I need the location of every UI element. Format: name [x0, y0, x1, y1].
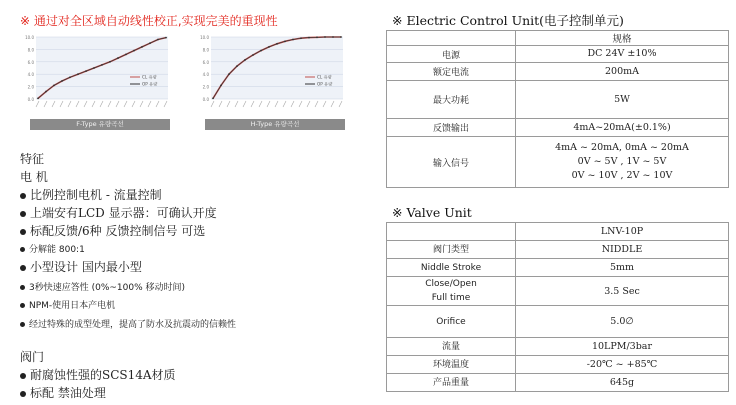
- spec-value-cell: [516, 46, 729, 63]
- headline: ※ 通过对全区域自动线性校正,实现完美的重现性: [20, 14, 278, 28]
- spec-value-cell: 5mm: [516, 259, 729, 277]
- y-tick-label: 4.0: [202, 72, 209, 78]
- table-row: [387, 259, 729, 277]
- ecu-section-title: ※ Electric Control Unit(电子控制单元): [392, 13, 624, 28]
- spec-key-cell: 输入信号: [387, 137, 516, 188]
- spec-key-cell: 产品重量: [387, 374, 516, 392]
- valve-feature-text: 耐腐蚀性强的SCS14A材质: [30, 368, 176, 382]
- spec-value-line: 0V ~ 10V , 2V ~ 10V: [571, 170, 673, 181]
- spec-value-cell: NIDDLE: [516, 241, 729, 259]
- data-point: [117, 57, 119, 59]
- data-point: [157, 39, 159, 41]
- x-tick-label-mark: [84, 101, 87, 107]
- f-type-chart-caption: F-Type 유량곡선: [30, 119, 170, 130]
- x-tick-label-mark: [211, 101, 214, 107]
- x-tick-label-mark: [108, 101, 111, 107]
- table-header-row: [387, 31, 729, 46]
- x-tick-label-mark: [164, 101, 167, 107]
- data-point: [244, 59, 246, 61]
- motor-feature-item: [20, 186, 162, 204]
- x-tick-label-mark: [124, 101, 127, 107]
- x-tick-label-mark: [68, 101, 71, 107]
- x-tick-label-mark: [331, 101, 334, 107]
- table-row: [387, 46, 729, 63]
- header-cell: LNV-10P: [516, 223, 729, 241]
- x-tick-label-mark: [156, 101, 159, 107]
- valve-feature-text: 标配 禁油处理: [30, 386, 106, 400]
- motor-feature-text: 上端安有LCD 显示器：可确认开度: [30, 206, 217, 220]
- spec-value-cell: [516, 137, 729, 188]
- table-row: [387, 374, 729, 392]
- y-tick-label: 6.0: [27, 59, 34, 65]
- motor-title: 电 机: [20, 170, 48, 184]
- motor-feature-item: [20, 222, 205, 240]
- motor-feature-item: [20, 258, 142, 276]
- x-tick-label-mark: [76, 101, 79, 107]
- data-point: [236, 65, 238, 67]
- x-tick-label-mark: [323, 101, 326, 107]
- data-point: [268, 46, 270, 48]
- spec-key-cell: 阀门类型: [387, 241, 516, 259]
- bullet-icon: [20, 322, 25, 327]
- spec-key-cell: Close/Open Full time: [387, 277, 516, 306]
- bullet-icon: [20, 211, 26, 217]
- motor-feature-text: 标配反馈/6种 反馈控制信号 可选: [30, 224, 206, 238]
- motor-feature-item: [20, 297, 115, 315]
- motor-feature-text: NPM-使用日本产电机: [29, 301, 116, 311]
- header-cell: 规格: [516, 31, 729, 46]
- data-point: [101, 64, 103, 66]
- x-tick-label-mark: [267, 101, 270, 107]
- motor-feature-text: 小型设计 国内最小型: [30, 260, 142, 274]
- spec-value-cell: 645g: [516, 374, 729, 392]
- spec-value-line: 5W: [614, 93, 630, 105]
- x-tick-label-mark: [44, 101, 47, 107]
- spec-key-cell: 反馈输出: [387, 119, 516, 137]
- bullet-icon: [20, 265, 26, 271]
- bullet-icon: [20, 193, 26, 199]
- table-row: [387, 306, 729, 338]
- bullet-icon: [20, 303, 25, 308]
- y-tick-label: 4.0: [27, 72, 34, 78]
- motor-feature-item: [20, 279, 185, 297]
- y-tick-label: 6.0: [202, 59, 209, 65]
- header-cell: [387, 223, 516, 241]
- x-tick-label-mark: [275, 101, 278, 107]
- table-header-row: [387, 223, 729, 241]
- motor-feature-text: 3秒快速应答性 (0%~100% 移动时间): [29, 283, 186, 293]
- x-tick-label-mark: [60, 101, 63, 107]
- spec-key-cell: 环境温度: [387, 356, 516, 374]
- spec-key-cell: Orifice: [387, 306, 516, 338]
- data-point: [133, 50, 135, 52]
- data-point: [340, 36, 342, 38]
- spec-value-cell: -20℃ ~ +85℃: [516, 356, 729, 374]
- bullet-icon: [20, 247, 25, 252]
- f-type-chart-svg: [20, 33, 170, 119]
- spec-key-cell: 流量: [387, 338, 516, 356]
- motor-feature-text: 经过特殊的成型处理，提高了防水及抗震动的信赖性: [29, 320, 237, 330]
- y-tick-label: 2.0: [202, 84, 209, 90]
- table-row: [387, 119, 729, 137]
- x-tick-label-mark: [219, 101, 222, 107]
- features-title: 特征: [20, 152, 45, 166]
- x-tick-label-mark: [259, 101, 262, 107]
- x-tick-label-mark: [283, 101, 286, 107]
- h-type-chart-svg: [195, 33, 345, 119]
- data-point: [109, 61, 111, 63]
- data-point: [69, 76, 71, 78]
- motor-feature-text: 分解能 800:1: [29, 245, 85, 255]
- legend-label: CL 유량: [142, 74, 157, 80]
- y-tick-label: 8.0: [27, 47, 34, 53]
- data-point: [228, 73, 230, 75]
- data-point: [53, 84, 55, 86]
- data-point: [212, 97, 214, 99]
- data-point: [300, 37, 302, 39]
- data-point: [276, 43, 278, 45]
- table-row: [387, 81, 729, 119]
- valve-feature-item: [20, 366, 176, 384]
- spec-value-cell: [516, 81, 729, 119]
- motor-feature-item: [20, 241, 85, 259]
- motor-feature-item: [20, 316, 236, 334]
- data-point: [141, 46, 143, 48]
- motor-feature-text: 比例控制电机 - 流量控制: [30, 188, 162, 202]
- spec-value-line: 4mA~20mA(±0.1%): [573, 121, 671, 133]
- x-tick-label-mark: [243, 101, 246, 107]
- data-point: [45, 91, 47, 93]
- spec-key-cell: 电源: [387, 46, 516, 63]
- x-tick-label-mark: [132, 101, 135, 107]
- x-tick-label-mark: [227, 101, 230, 107]
- x-tick-label-mark: [52, 101, 55, 107]
- x-tick-label-mark: [235, 101, 238, 107]
- y-tick-label: 2.0: [27, 84, 34, 90]
- valve-unit-section-title: ※ Valve Unit: [392, 205, 472, 220]
- spec-key-cell: Niddle Stroke: [387, 259, 516, 277]
- plot-area: [36, 37, 168, 99]
- data-point: [260, 50, 262, 52]
- x-tick-label-mark: [307, 101, 310, 107]
- x-tick-label-mark: [36, 101, 39, 107]
- plot-area: [211, 37, 343, 99]
- data-point: [324, 36, 326, 38]
- y-tick-label: 10.0: [25, 35, 34, 40]
- data-point: [149, 42, 151, 44]
- x-tick-label-mark: [299, 101, 302, 107]
- data-point: [284, 40, 286, 42]
- motor-feature-item: [20, 204, 217, 222]
- valve-feature-item: [20, 384, 106, 402]
- valve-spec-table: [386, 222, 729, 392]
- bullet-icon: [20, 285, 25, 290]
- bullet-icon: [20, 391, 26, 397]
- data-point: [165, 37, 167, 39]
- data-point: [308, 37, 310, 39]
- h-type-chart-caption: H-Type 유량곡선: [205, 119, 345, 130]
- legend-label: CL 유량: [317, 74, 332, 80]
- spec-value-cell: [516, 63, 729, 81]
- x-tick-label-mark: [315, 101, 318, 107]
- spec-value-cell: 3.5 Sec: [516, 277, 729, 306]
- y-tick-label: 10.0: [200, 35, 209, 40]
- spec-value-cell: 5.0∅: [516, 306, 729, 338]
- x-tick-label-mark: [116, 101, 119, 107]
- h-type-flow-chart: [195, 33, 345, 130]
- valve-title: 阀门: [20, 350, 45, 364]
- f-type-flow-chart: [20, 33, 170, 130]
- x-tick-label-mark: [291, 101, 294, 107]
- spec-value-line: 200mA: [604, 65, 639, 77]
- ecu-spec-table: [386, 30, 729, 188]
- header-cell: [387, 31, 516, 46]
- x-tick-label-mark: [251, 101, 254, 107]
- x-tick-label-mark: [339, 101, 342, 107]
- spec-value-cell: 10LPM/3bar: [516, 338, 729, 356]
- y-tick-label: 0.0: [202, 97, 209, 102]
- data-point: [252, 54, 254, 56]
- data-point: [77, 73, 79, 75]
- data-point: [93, 67, 95, 69]
- x-tick-label-mark: [100, 101, 103, 107]
- data-point: [332, 36, 334, 38]
- bullet-icon: [20, 229, 26, 235]
- data-point: [85, 70, 87, 72]
- table-row: [387, 277, 729, 306]
- spec-value-cell: [516, 119, 729, 137]
- spec-value-line: DC 24V ±10%: [587, 48, 657, 59]
- data-point: [37, 97, 39, 99]
- bullet-icon: [20, 373, 26, 379]
- table-row: [387, 338, 729, 356]
- y-tick-label: 8.0: [202, 47, 209, 53]
- data-point: [220, 84, 222, 86]
- legend-label: OP 유량: [142, 81, 158, 87]
- data-point: [61, 80, 63, 82]
- y-tick-label: 0.0: [27, 97, 34, 102]
- spec-key-cell: 最大功耗: [387, 81, 516, 119]
- table-row: [387, 356, 729, 374]
- table-row: [387, 241, 729, 259]
- spec-value-line: 4mA ~ 20mA, 0mA ~ 20mA: [555, 142, 689, 153]
- legend-label: OP 유량: [317, 81, 333, 87]
- table-row: [387, 63, 729, 81]
- data-point: [125, 53, 127, 55]
- spec-key-cell: 额定电流: [387, 63, 516, 81]
- data-point: [292, 39, 294, 41]
- x-tick-label-mark: [148, 101, 151, 107]
- x-tick-label-mark: [140, 101, 143, 107]
- x-tick-label-mark: [92, 101, 95, 107]
- table-row: [387, 137, 729, 188]
- data-point: [316, 36, 318, 38]
- spec-value-line: 0V ~ 5V , 1V ~ 5V: [577, 156, 667, 167]
